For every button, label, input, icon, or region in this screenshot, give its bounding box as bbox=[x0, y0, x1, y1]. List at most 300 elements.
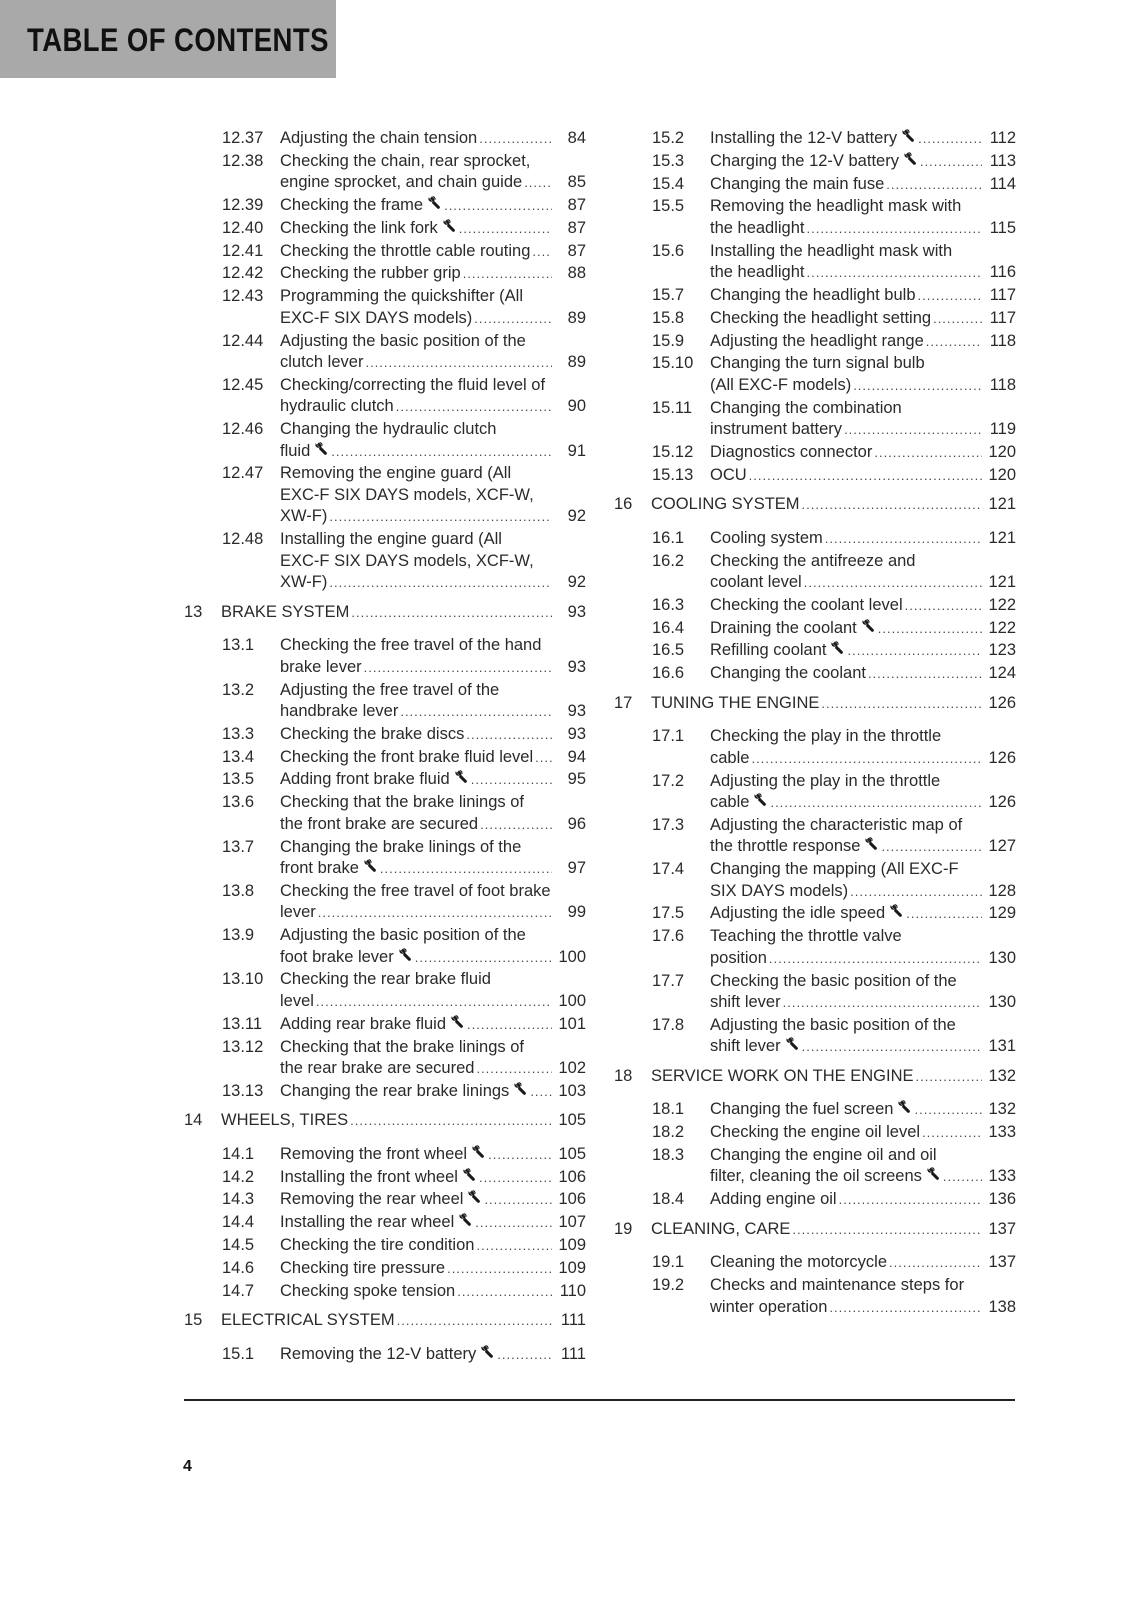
entry-title-line: Adjusting the play in the throttle bbox=[710, 771, 941, 790]
dot-leader bbox=[769, 948, 982, 970]
wrench-icon bbox=[399, 948, 413, 962]
toc-section-entry[interactable] bbox=[184, 463, 586, 528]
section-number: 17.7 bbox=[652, 971, 685, 990]
dot-leader bbox=[926, 331, 982, 353]
dot-leader bbox=[318, 902, 552, 924]
dot-leader bbox=[364, 657, 552, 679]
dot-leader bbox=[380, 858, 552, 880]
entry-title-line: XW-F) bbox=[280, 507, 328, 526]
dot-leader bbox=[933, 308, 982, 330]
section-number: 13.10 bbox=[222, 970, 264, 989]
toc-section-entry[interactable] bbox=[184, 1235, 586, 1257]
page-reference[interactable]: 132 bbox=[988, 1100, 1016, 1119]
page-reference[interactable]: 126 bbox=[988, 693, 1016, 712]
toc-section-entry[interactable] bbox=[614, 815, 1016, 858]
page-reference[interactable]: 116 bbox=[989, 263, 1016, 282]
page-reference[interactable]: 105 bbox=[558, 1111, 586, 1130]
page-reference[interactable]: 127 bbox=[988, 837, 1016, 856]
dot-leader bbox=[881, 836, 982, 858]
page-reference[interactable]: 118 bbox=[989, 331, 1016, 350]
page-reference[interactable]: 110 bbox=[559, 1281, 586, 1300]
section-number: 13.4 bbox=[222, 747, 255, 766]
toc-section-entry[interactable] bbox=[184, 419, 586, 462]
page-reference[interactable]: 120 bbox=[988, 465, 1016, 484]
entry-title-line: EXC-F SIX DAYS models, XCF-W, bbox=[280, 485, 534, 504]
section-number: 15.3 bbox=[652, 151, 685, 170]
page-reference[interactable]: 87 bbox=[567, 196, 586, 215]
page-reference[interactable]: 122 bbox=[988, 618, 1016, 637]
toc-section-entry[interactable] bbox=[184, 1037, 586, 1080]
page-reference[interactable]: 133 bbox=[988, 1167, 1016, 1186]
section-number: 17.5 bbox=[652, 904, 685, 923]
page-reference[interactable]: 106 bbox=[558, 1190, 586, 1209]
entry-title-line: filter, cleaning the oil screens bbox=[710, 1167, 922, 1186]
entry-title-line: EXC-F SIX DAYS models, XCF-W, bbox=[280, 551, 534, 570]
entry-title-line: Changing the fuel screen bbox=[710, 1100, 894, 1119]
entry-title-line: Changing the brake linings of the bbox=[280, 837, 522, 856]
page-title: TABLE OF CONTENTS bbox=[27, 22, 329, 58]
dot-leader bbox=[886, 174, 982, 196]
entry-title-line: Diagnostics connector bbox=[710, 442, 873, 461]
page-reference[interactable]: 84 bbox=[567, 129, 586, 147]
dot-leader bbox=[844, 419, 982, 441]
dot-leader bbox=[447, 1258, 552, 1280]
entry-title-line: Changing the mapping (All EXC-F bbox=[710, 860, 959, 879]
section-number: 15.1 bbox=[222, 1344, 255, 1363]
dot-leader bbox=[351, 602, 552, 624]
toc-section-entry[interactable] bbox=[614, 1252, 1016, 1274]
section-number: 16.3 bbox=[652, 595, 685, 614]
entry-title-line: Checking the throttle cable routing bbox=[280, 241, 531, 260]
page-reference[interactable]: 95 bbox=[567, 770, 586, 789]
wrench-icon bbox=[898, 1100, 912, 1114]
toc-section-entry[interactable] bbox=[184, 969, 586, 1012]
entry-title-line: coolant level bbox=[710, 573, 802, 592]
page-reference[interactable]: 100 bbox=[558, 991, 586, 1010]
entry-title-line: Checking/correcting the fluid level of bbox=[280, 375, 546, 394]
entry-title-line: Checking the free travel of foot brake bbox=[280, 881, 551, 900]
toc-chapter-entry[interactable] bbox=[184, 1110, 586, 1132]
section-number: 18.1 bbox=[652, 1100, 685, 1119]
toc-section-entry[interactable] bbox=[184, 1081, 586, 1103]
dot-leader bbox=[397, 1310, 552, 1332]
page-reference[interactable]: 107 bbox=[558, 1213, 586, 1232]
dot-leader bbox=[825, 528, 982, 550]
dot-leader bbox=[475, 1212, 552, 1234]
dot-leader bbox=[783, 992, 982, 1014]
entry-title-line: Adjusting the headlight range bbox=[710, 331, 924, 350]
page-reference[interactable]: 123 bbox=[988, 641, 1016, 660]
page-reference[interactable]: 136 bbox=[988, 1190, 1016, 1209]
toc-section-entry[interactable] bbox=[184, 747, 586, 769]
toc-section-entry[interactable] bbox=[614, 151, 1016, 173]
dot-leader bbox=[316, 991, 552, 1013]
entry-title-line: Adding rear brake fluid bbox=[280, 1014, 447, 1033]
page-reference[interactable]: 137 bbox=[988, 1219, 1016, 1238]
toc-column-right bbox=[614, 128, 1016, 1319]
section-number: 13.11 bbox=[222, 1014, 263, 1033]
entry-title-line: Teaching the throttle valve bbox=[710, 927, 902, 946]
toc-section-entry[interactable] bbox=[184, 128, 586, 150]
page-reference[interactable]: 121 bbox=[988, 528, 1016, 547]
toc-section-entry[interactable] bbox=[184, 241, 586, 263]
toc-chapter-entry[interactable] bbox=[184, 1310, 586, 1332]
wrench-icon bbox=[865, 837, 879, 851]
page-reference[interactable]: 111 bbox=[560, 1344, 586, 1363]
dot-leader bbox=[770, 792, 982, 814]
toc-chapter-entry[interactable] bbox=[614, 494, 1016, 516]
toc-section-entry[interactable] bbox=[184, 792, 586, 835]
toc-section-entry[interactable] bbox=[184, 529, 586, 594]
page-reference[interactable]: 118 bbox=[989, 375, 1016, 394]
section-number: 16.4 bbox=[652, 618, 685, 637]
wrench-icon bbox=[902, 129, 916, 143]
toc-section-entry[interactable] bbox=[614, 1145, 1016, 1188]
entry-title-line: hydraulic clutch bbox=[280, 397, 394, 416]
toc-chapter-entry[interactable] bbox=[614, 1066, 1016, 1088]
toc-section-entry[interactable] bbox=[614, 663, 1016, 685]
section-number: 13.12 bbox=[222, 1037, 264, 1056]
chapter-number: 19 bbox=[614, 1219, 633, 1238]
entry-title-line: the throttle response bbox=[710, 837, 861, 856]
dot-leader bbox=[918, 128, 982, 150]
dot-leader bbox=[457, 1281, 552, 1303]
page-reference[interactable]: 138 bbox=[988, 1297, 1016, 1316]
toc-section-entry[interactable] bbox=[614, 551, 1016, 594]
section-number: 15.7 bbox=[652, 285, 685, 304]
entry-title-line: Adjusting the basic position of the bbox=[280, 331, 526, 350]
toc-section-entry[interactable] bbox=[614, 1015, 1016, 1058]
toc-section-entry[interactable] bbox=[614, 528, 1016, 550]
entry-title-line: the rear brake are secured bbox=[280, 1059, 475, 1078]
toc-section-entry[interactable] bbox=[614, 595, 1016, 617]
toc-section-entry[interactable] bbox=[614, 726, 1016, 769]
entry-title-line: Changing the rear brake linings bbox=[280, 1081, 510, 1100]
toc-section-entry[interactable] bbox=[184, 286, 586, 329]
entry-title-line: Installing the front wheel bbox=[280, 1167, 458, 1186]
page-reference[interactable]: 105 bbox=[558, 1144, 586, 1163]
section-number: 15.4 bbox=[652, 174, 685, 193]
page-reference[interactable]: 115 bbox=[989, 218, 1016, 237]
entry-title-line: Adjusting the basic position of the bbox=[710, 1015, 956, 1034]
toc-section-entry[interactable] bbox=[184, 837, 586, 880]
wrench-icon bbox=[428, 196, 442, 210]
section-number: 12.39 bbox=[222, 196, 264, 215]
section-number: 15.11 bbox=[652, 398, 693, 417]
page-reference[interactable]: 122 bbox=[988, 595, 1016, 614]
toc-section-entry[interactable] bbox=[184, 1344, 586, 1366]
entry-title-line: Checking the headlight setting bbox=[710, 308, 932, 327]
toc-column-left bbox=[184, 128, 586, 1366]
toc-section-entry[interactable] bbox=[614, 1275, 1016, 1318]
page-reference[interactable]: 117 bbox=[989, 308, 1016, 327]
toc-section-entry[interactable] bbox=[184, 195, 586, 217]
wrench-icon bbox=[927, 1167, 941, 1181]
entry-title-line: engine sprocket, and chain guide bbox=[280, 173, 523, 192]
page-reference[interactable]: 130 bbox=[988, 993, 1016, 1012]
toc-section-entry[interactable] bbox=[184, 1189, 586, 1211]
dot-leader bbox=[749, 465, 982, 487]
page-reference[interactable]: 131 bbox=[988, 1037, 1016, 1056]
entry-title-line: the front brake are secured bbox=[280, 814, 479, 833]
entry-title-line: cable bbox=[710, 793, 750, 812]
dot-leader bbox=[488, 1144, 552, 1166]
toc-section-entry[interactable] bbox=[184, 151, 586, 194]
toc-chapter-entry[interactable] bbox=[614, 1219, 1016, 1241]
wrench-icon bbox=[862, 619, 876, 633]
page-reference[interactable]: 126 bbox=[988, 793, 1016, 812]
page-reference[interactable]: 100 bbox=[558, 947, 586, 966]
toc-section-entry[interactable] bbox=[184, 925, 586, 968]
toc-section-entry[interactable] bbox=[614, 926, 1016, 969]
toc-section-entry[interactable] bbox=[184, 724, 586, 746]
page-reference[interactable]: 96 bbox=[567, 814, 586, 833]
entry-title-line: Checking the antifreeze and bbox=[710, 551, 916, 570]
wrench-icon bbox=[451, 1015, 465, 1029]
entry-title-line: Adding engine oil bbox=[710, 1190, 837, 1209]
toc-section-entry[interactable] bbox=[614, 174, 1016, 196]
toc-section-entry[interactable] bbox=[614, 196, 1016, 239]
entry-title-line: Checking the free travel of the hand bbox=[280, 636, 542, 655]
toc-section-entry[interactable] bbox=[614, 442, 1016, 464]
toc-section-entry[interactable] bbox=[614, 903, 1016, 925]
entry-title-line: the headlight bbox=[710, 263, 805, 282]
wrench-icon bbox=[481, 1345, 495, 1359]
toc-section-entry[interactable] bbox=[614, 398, 1016, 441]
dot-leader bbox=[530, 1081, 552, 1103]
dot-leader bbox=[943, 1166, 982, 1188]
page-reference[interactable]: 87 bbox=[567, 241, 586, 260]
entry-title-line: Installing the engine guard (All bbox=[280, 530, 502, 549]
page-reference[interactable]: 90 bbox=[567, 397, 586, 416]
wrench-icon bbox=[463, 1168, 477, 1182]
wrench-icon bbox=[754, 793, 768, 807]
page-reference[interactable]: 109 bbox=[558, 1258, 586, 1277]
entry-title-line: Removing the front wheel bbox=[280, 1144, 468, 1163]
dot-leader bbox=[476, 1058, 552, 1080]
dot-leader bbox=[329, 506, 552, 528]
section-number: 15.13 bbox=[652, 465, 694, 484]
page-reference[interactable]: 111 bbox=[560, 1311, 586, 1330]
toc-section-entry[interactable] bbox=[184, 263, 586, 285]
toc-section-entry[interactable] bbox=[184, 769, 586, 791]
section-number: 12.40 bbox=[222, 218, 264, 237]
page-reference[interactable]: 117 bbox=[989, 285, 1016, 304]
dot-leader bbox=[463, 263, 552, 285]
toc-section-entry[interactable] bbox=[184, 881, 586, 924]
dot-leader bbox=[350, 1110, 552, 1132]
toc-section-entry[interactable] bbox=[614, 465, 1016, 487]
section-number: 13.8 bbox=[222, 881, 255, 900]
page-reference[interactable]: 133 bbox=[988, 1123, 1016, 1142]
dot-leader bbox=[751, 748, 982, 770]
entry-title-line: Installing the headlight mask with bbox=[710, 241, 953, 260]
toc-section-entry[interactable] bbox=[614, 285, 1016, 307]
toc-section-entry[interactable] bbox=[614, 771, 1016, 814]
toc-section-entry[interactable] bbox=[184, 1212, 586, 1234]
toc-section-entry[interactable] bbox=[184, 680, 586, 723]
toc-section-entry[interactable] bbox=[614, 1099, 1016, 1121]
toc-section-entry[interactable] bbox=[614, 331, 1016, 353]
page-reference[interactable]: 91 bbox=[567, 441, 586, 460]
section-number: 13.6 bbox=[222, 793, 255, 812]
entry-title-line: position bbox=[710, 948, 767, 967]
dot-leader bbox=[839, 1189, 982, 1211]
entry-title-line: Cooling system bbox=[710, 528, 823, 547]
section-number: 15.12 bbox=[652, 442, 694, 461]
toc-section-entry[interactable] bbox=[614, 859, 1016, 902]
page-reference[interactable]: 121 bbox=[988, 573, 1016, 592]
page-reference[interactable]: 124 bbox=[988, 664, 1016, 683]
page-reference[interactable]: 97 bbox=[567, 859, 586, 878]
entry-title-line: lever bbox=[280, 903, 316, 922]
entry-title-line: the headlight bbox=[710, 218, 805, 237]
section-number: 12.48 bbox=[222, 530, 264, 549]
toc-section-entry[interactable] bbox=[184, 1167, 586, 1189]
page-reference[interactable]: 92 bbox=[567, 507, 586, 526]
section-number: 14.6 bbox=[222, 1258, 255, 1277]
toc-section-entry[interactable] bbox=[614, 1122, 1016, 1144]
entry-title-line: Programming the quickshifter (All bbox=[280, 287, 524, 306]
toc-section-entry[interactable] bbox=[184, 635, 586, 678]
entry-title-line: Checking the frame bbox=[280, 196, 424, 215]
dot-leader bbox=[918, 285, 982, 307]
page-reference[interactable]: 113 bbox=[989, 151, 1016, 170]
toc-section-entry[interactable] bbox=[184, 218, 586, 240]
wrench-icon bbox=[904, 152, 918, 166]
page-reference[interactable]: 99 bbox=[567, 903, 586, 922]
toc-section-entry[interactable] bbox=[614, 353, 1016, 396]
toc-chapter-entry[interactable] bbox=[614, 693, 1016, 715]
entry-title-line: Changing the main fuse bbox=[710, 174, 885, 193]
page-reference[interactable]: 93 bbox=[567, 724, 586, 743]
dot-leader bbox=[524, 172, 552, 194]
page-reference[interactable]: 102 bbox=[558, 1059, 586, 1078]
section-number: 12.42 bbox=[222, 264, 264, 283]
entry-title-line: Adding front brake fluid bbox=[280, 770, 450, 789]
page-reference[interactable]: 128 bbox=[988, 881, 1016, 900]
toc-section-entry[interactable] bbox=[614, 971, 1016, 1014]
entry-title-line: handbrake lever bbox=[280, 702, 399, 721]
page-reference[interactable]: 85 bbox=[567, 173, 586, 192]
entry-title-line: Changing the engine oil and oil bbox=[710, 1145, 937, 1164]
page-reference[interactable]: 114 bbox=[989, 174, 1016, 193]
dot-leader bbox=[821, 693, 982, 715]
entry-title-line: Checking the front brake fluid level bbox=[280, 747, 534, 766]
dot-leader bbox=[474, 308, 552, 330]
page-reference[interactable]: 89 bbox=[567, 353, 586, 372]
entry-title-line: COOLING SYSTEM bbox=[651, 495, 800, 514]
chapter-number: 15 bbox=[184, 1311, 203, 1330]
page-reference[interactable]: 109 bbox=[558, 1236, 586, 1255]
dot-leader bbox=[400, 701, 552, 723]
toc-section-entry[interactable] bbox=[614, 640, 1016, 662]
page-reference[interactable]: 119 bbox=[989, 420, 1016, 439]
section-number: 13.7 bbox=[222, 837, 255, 856]
section-number: 17.2 bbox=[652, 771, 685, 790]
wrench-icon bbox=[364, 859, 378, 873]
toc-section-entry[interactable] bbox=[614, 241, 1016, 284]
section-number: 14.2 bbox=[222, 1167, 255, 1186]
dot-leader bbox=[479, 128, 552, 150]
section-number: 13.1 bbox=[222, 636, 255, 655]
page-reference[interactable]: 121 bbox=[988, 495, 1016, 514]
entry-title-line: Adjusting the free travel of the bbox=[280, 680, 500, 699]
dot-leader bbox=[532, 241, 552, 263]
entry-title-line: Checks and maintenance steps for bbox=[710, 1276, 965, 1295]
wrench-icon bbox=[315, 442, 329, 456]
dot-leader bbox=[853, 375, 982, 397]
page-reference[interactable]: 87 bbox=[567, 218, 586, 237]
page-reference[interactable]: 126 bbox=[988, 748, 1016, 767]
page-reference[interactable]: 93 bbox=[567, 702, 586, 721]
dot-leader bbox=[329, 572, 552, 594]
page-reference[interactable]: 112 bbox=[989, 129, 1016, 147]
page-number: 4 bbox=[183, 1458, 192, 1475]
section-number: 13.2 bbox=[222, 680, 255, 699]
page-reference[interactable]: 93 bbox=[567, 602, 586, 621]
dot-leader bbox=[916, 1066, 982, 1088]
section-number: 15.10 bbox=[652, 354, 694, 373]
entry-title-line: EXC-F SIX DAYS models) bbox=[280, 308, 473, 327]
section-number: 17.1 bbox=[652, 727, 685, 746]
page-reference[interactable]: 132 bbox=[988, 1066, 1016, 1085]
toc-chapter-entry[interactable] bbox=[184, 602, 586, 624]
page-reference[interactable]: 120 bbox=[988, 442, 1016, 461]
page-reference[interactable]: 101 bbox=[558, 1014, 586, 1033]
toc-section-entry[interactable] bbox=[184, 1144, 586, 1166]
dot-leader bbox=[484, 1189, 552, 1211]
entry-title-line: Checking the tire condition bbox=[280, 1236, 475, 1255]
toc-section-entry[interactable] bbox=[184, 1014, 586, 1036]
entry-title-line: Adjusting the basic position of the bbox=[280, 926, 526, 945]
footer-divider bbox=[184, 1399, 1015, 1401]
page-reference[interactable]: 92 bbox=[567, 573, 586, 592]
toc-section-entry[interactable] bbox=[184, 331, 586, 374]
section-number: 12.45 bbox=[222, 375, 264, 394]
page-reference[interactable]: 130 bbox=[988, 948, 1016, 967]
page-reference[interactable]: 89 bbox=[567, 308, 586, 327]
entry-title-line: Checking the coolant level bbox=[710, 595, 903, 614]
toc-section-entry[interactable] bbox=[184, 1281, 586, 1303]
entry-title-line: Draining the coolant bbox=[710, 618, 857, 637]
page-reference[interactable]: 106 bbox=[558, 1167, 586, 1186]
toc-section-entry[interactable] bbox=[184, 375, 586, 418]
section-number: 18.2 bbox=[652, 1123, 685, 1142]
wrench-icon bbox=[831, 641, 845, 655]
page-reference[interactable]: 137 bbox=[988, 1253, 1016, 1272]
toc-section-entry[interactable] bbox=[614, 308, 1016, 330]
page-reference[interactable]: 93 bbox=[567, 657, 586, 676]
page-reference[interactable]: 129 bbox=[988, 904, 1016, 923]
entry-title-line: Checking the engine oil level bbox=[710, 1123, 921, 1142]
toc-section-entry[interactable] bbox=[614, 1189, 1016, 1211]
section-number: 17.4 bbox=[652, 860, 685, 879]
page-reference[interactable]: 94 bbox=[567, 747, 586, 766]
toc-section-entry[interactable] bbox=[614, 618, 1016, 640]
entry-title-line: OCU bbox=[710, 465, 747, 484]
chapter-number: 18 bbox=[614, 1066, 633, 1085]
entry-title-line: shift lever bbox=[710, 1037, 781, 1056]
entry-title-line: Changing the headlight bulb bbox=[710, 285, 916, 304]
toc-section-entry[interactable] bbox=[614, 128, 1016, 150]
entry-title-line: Adjusting the characteristic map of bbox=[710, 815, 963, 834]
entry-title-line: WHEELS, TIRES bbox=[221, 1111, 349, 1130]
page-reference[interactable]: 103 bbox=[558, 1081, 586, 1100]
toc-section-entry[interactable] bbox=[184, 1258, 586, 1280]
section-number: 17.6 bbox=[652, 927, 685, 946]
page-reference[interactable]: 88 bbox=[567, 264, 586, 283]
